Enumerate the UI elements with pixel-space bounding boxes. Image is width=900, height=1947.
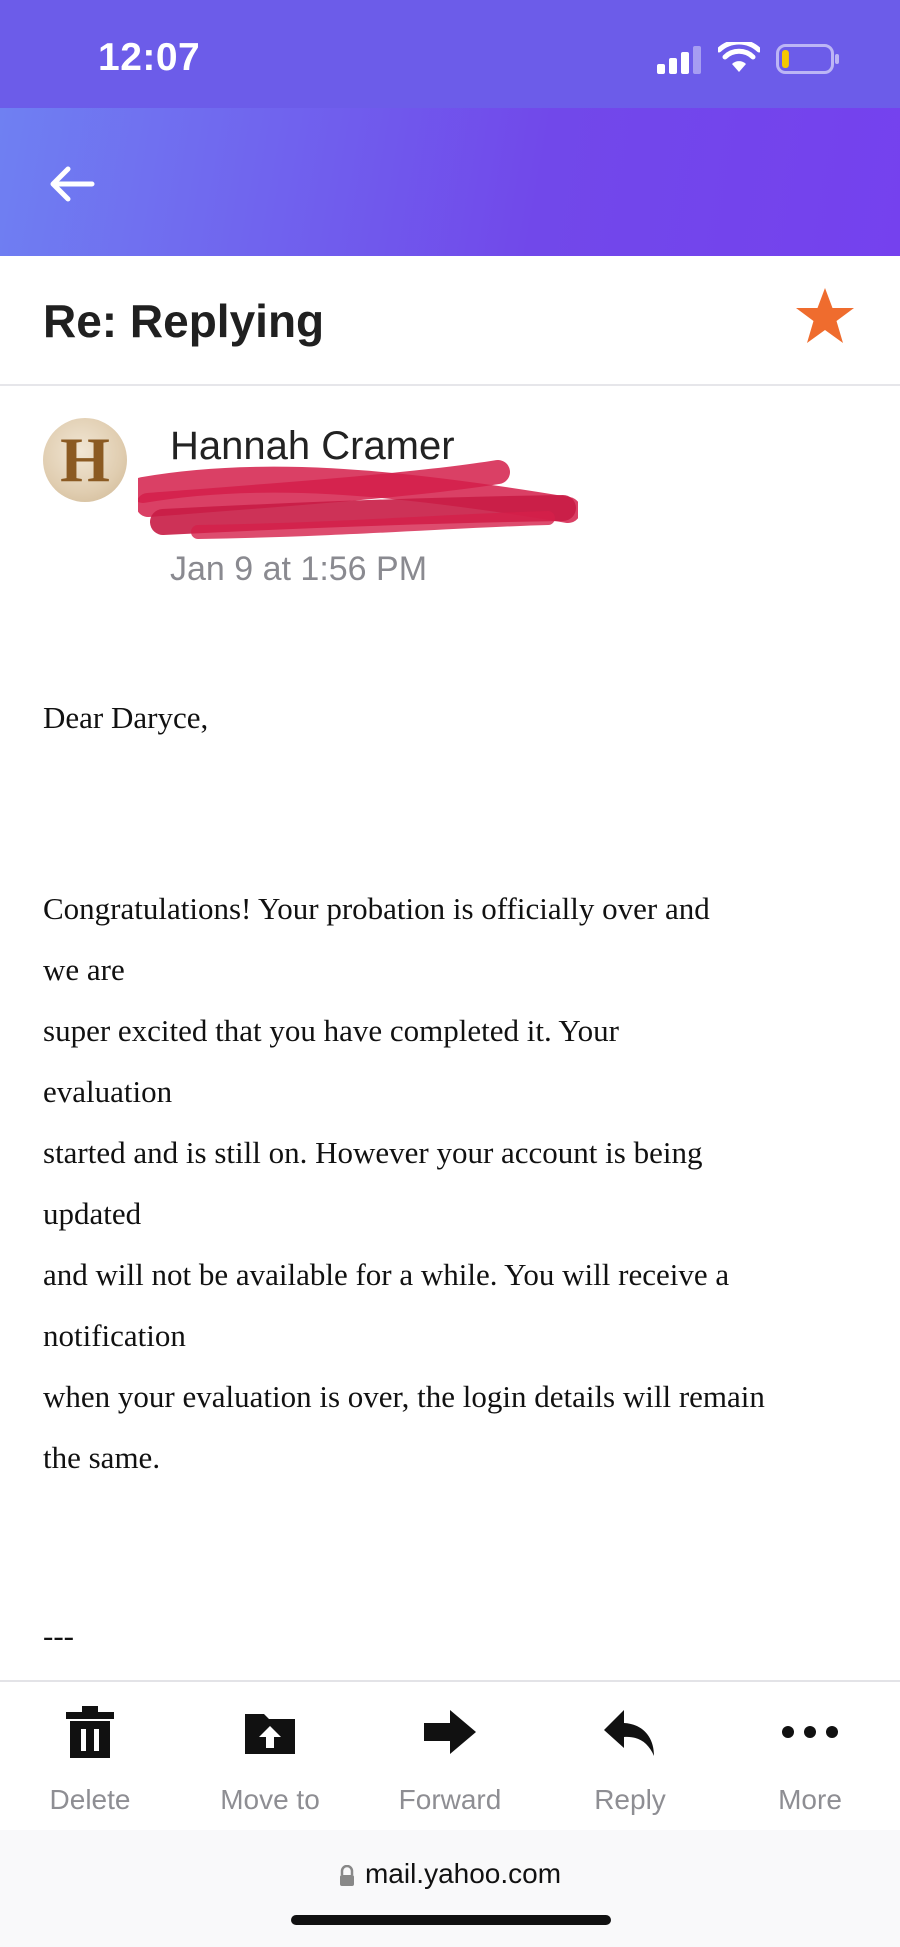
lock-icon: [339, 1865, 355, 1887]
body-line: Congratulations! Your probation is officially over and: [43, 891, 710, 926]
delete-label: Delete: [49, 1784, 131, 1815]
back-arrow-icon[interactable]: [48, 164, 96, 204]
url-display[interactable]: [0, 1858, 900, 1890]
trash-icon: [62, 1704, 118, 1760]
subject-row: [0, 256, 900, 386]
body-line: notification: [43, 1318, 186, 1353]
body-line: and will not be available for a while. You will receive a: [43, 1257, 730, 1292]
body-line: the same.: [43, 1440, 161, 1475]
body-line: super excited that you have completed it. Your: [43, 1013, 619, 1048]
sender-name[interactable]: Hannah Cramer: [170, 424, 455, 468]
reply-label: Reply: [594, 1784, 666, 1815]
more-dots-icon: [782, 1704, 838, 1760]
forward-label: Forward: [398, 1784, 502, 1815]
email-subject: Re: Replying: [43, 295, 325, 347]
delete-button[interactable]: [0, 1682, 180, 1830]
signature-separator: ---: [43, 1618, 74, 1653]
email-date: Jan 9 at 1:56 PM: [170, 550, 428, 588]
wifi-icon: [718, 42, 760, 74]
cellular-signal-icon: [657, 46, 703, 74]
status-bar: [0, 0, 900, 108]
folder-move-icon: [242, 1704, 298, 1760]
battery-icon: [776, 44, 840, 74]
move-to-button[interactable]: [180, 1682, 360, 1830]
more-label: More: [778, 1784, 842, 1815]
action-toolbar: [0, 1680, 900, 1832]
forward-button[interactable]: [360, 1682, 540, 1830]
redaction-scribble: [138, 460, 578, 550]
star-icon[interactable]: [794, 286, 856, 346]
forward-arrow-icon: [422, 1704, 478, 1760]
browser-address-bar[interactable]: [0, 1830, 900, 1947]
body-line: updated: [43, 1196, 142, 1231]
home-indicator[interactable]: [291, 1915, 611, 1925]
email-body-paragraph: [43, 878, 863, 1488]
more-button[interactable]: [720, 1682, 900, 1830]
status-time: 12:07: [98, 36, 201, 79]
body-line: when your evaluation is over, the login details will remain: [43, 1379, 765, 1414]
reply-button[interactable]: [540, 1682, 720, 1830]
url-text: mail.yahoo.com: [364, 1858, 562, 1889]
body-line: we are: [43, 952, 125, 987]
avatar-letter: H: [60, 424, 110, 495]
body-line: evaluation: [43, 1074, 173, 1109]
sender-avatar[interactable]: [43, 418, 127, 502]
app-header: [0, 108, 900, 256]
reply-arrow-icon: [602, 1704, 658, 1760]
email-greeting: Dear Daryce,: [43, 700, 209, 735]
body-line: started and is still on. However your account is being: [43, 1135, 703, 1170]
move-to-label: Move to: [220, 1784, 320, 1815]
